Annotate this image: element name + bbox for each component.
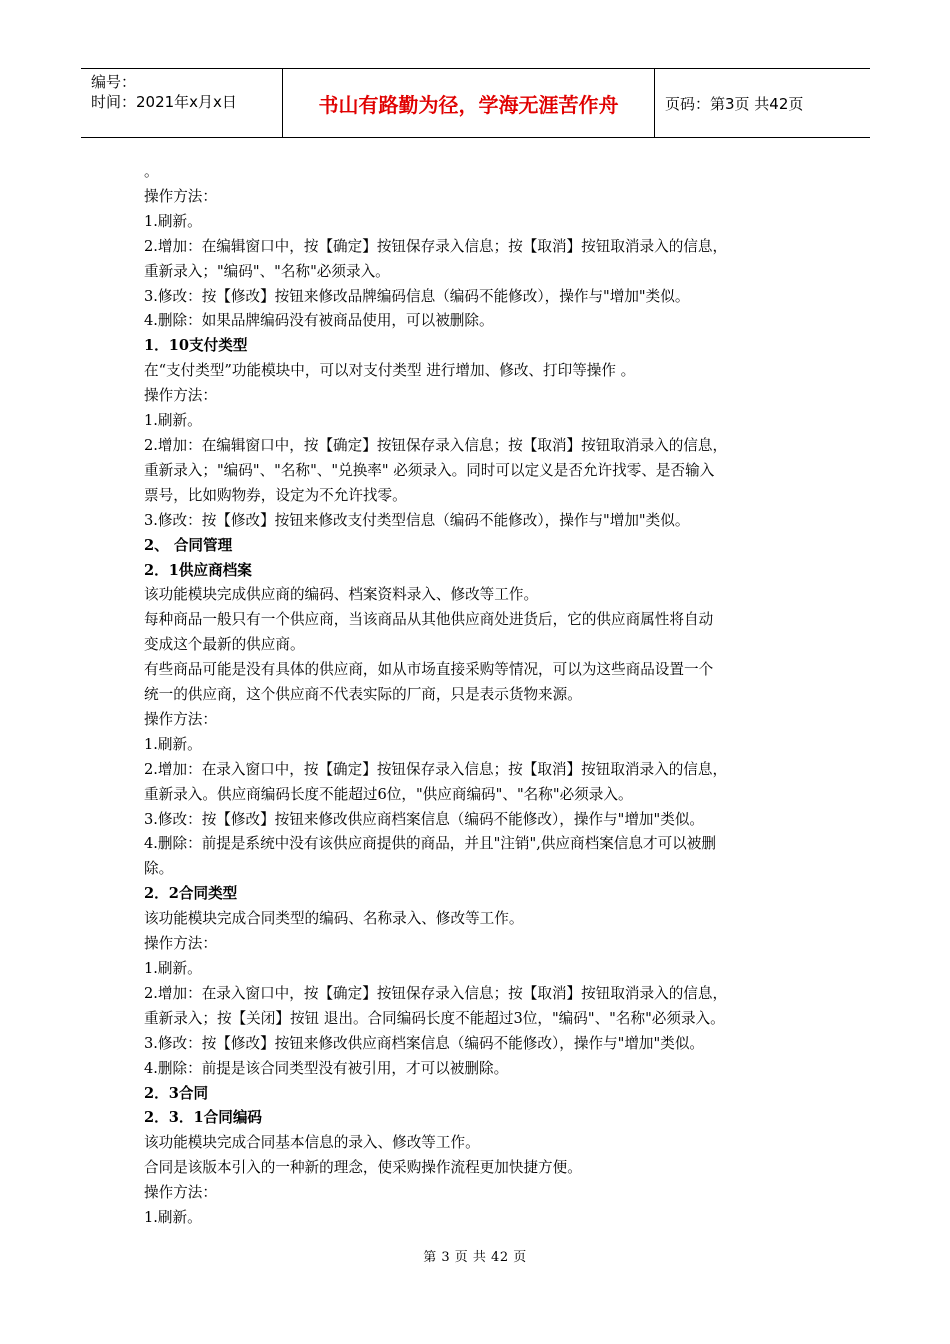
- body-line: 4.删除：前提是系统中没有该供应商提供的商品，并且"注销",供应商档案信息才可以被删: [144, 835, 716, 853]
- body-line: 。: [144, 163, 159, 180]
- page-footer: 第 3 页 共 42 页: [423, 1250, 527, 1265]
- header-page-cell: [655, 69, 870, 137]
- body-line: 3.修改：按【修改】按钮来修改支付类型信息（编码不能修改），操作与"增加"类似。: [144, 511, 690, 529]
- section-heading: 2．2合同类型: [144, 885, 238, 903]
- body-line: 在“支付类型”功能模块中，可以对支付类型 进行增加、修改、打印等操作 。: [144, 362, 636, 380]
- body-line: 有些商品可能是没有具体的供应商，如从市场直接采购等情况，可以为这些商品设置一个: [144, 661, 714, 679]
- body-line: 该功能模块完成合同类型的编码、名称录入、修改等工作。: [144, 910, 524, 928]
- body-line: 1.刷新。: [144, 212, 202, 230]
- body-line: 4.删除：如果品牌编码没有被商品使用，可以被删除。: [144, 312, 494, 330]
- page-header: [81, 68, 870, 138]
- document-body: [144, 160, 824, 1231]
- body-line: 操作方法：: [144, 935, 217, 953]
- body-line: 1.刷新。: [144, 735, 202, 753]
- body-line: 每种商品一般只有一个供应商，当该商品从其他供应商处进货后，它的供应商属性将自动: [144, 611, 714, 629]
- body-line: 除。: [144, 860, 174, 878]
- body-line: 合同是该版本引入的一种新的理念，使采购操作流程更加快捷方便。: [144, 1159, 582, 1177]
- body-line: 票号，比如购物券，设定为不允许找零。: [144, 486, 407, 504]
- section-heading: 1．10支付类型: [144, 337, 248, 355]
- body-line: 3.修改：按【修改】按钮来修改品牌编码信息（编码不能修改），操作与"增加"类似。: [144, 287, 690, 305]
- body-line: 操作方法：: [144, 1184, 217, 1202]
- body-line: 统一的供应商，这个供应商不代表实际的厂商，只是表示货物来源。: [144, 686, 582, 704]
- body-line: 1.刷新。: [144, 412, 202, 430]
- body-line: 重新录入；"编码"、"名称"必须录入。: [144, 262, 390, 280]
- body-line: 2.增加：在录入窗口中，按【确定】按钮保存录入信息；按【取消】按钮取消录入的信息，: [144, 760, 728, 778]
- body-line: 重新录入；按【关闭】按钮 退出。合同编码长度不能超过3位，"编码"、"名称"必须录入。: [144, 1009, 725, 1027]
- header-page-info: 页码：第3页 共42页: [665, 94, 804, 113]
- body-line: 变成这个最新的供应商。: [144, 636, 305, 654]
- header-motto: 书山有路勤为径，学海无涯苦作舟: [318, 92, 619, 117]
- document-date: 时间：2021年x月x日: [91, 93, 237, 111]
- header-motto-cell: [283, 69, 655, 137]
- header-left-cell: [81, 69, 283, 137]
- body-line: 2.增加：在编辑窗口中，按【确定】按钮保存录入信息；按【取消】按钮取消录入的信息，: [144, 436, 728, 454]
- body-line: 重新录入。供应商编码长度不能超过6位，"供应商编码"、"名称"必须录入。: [144, 785, 633, 803]
- section-heading: 2、 合同管理: [144, 536, 233, 554]
- body-line: 3.修改：按【修改】按钮来修改供应商档案信息（编码不能修改），操作与"增加"类似。: [144, 1034, 705, 1052]
- document-number-label: 编号：: [91, 73, 137, 91]
- body-line: 2.增加：在录入窗口中，按【确定】按钮保存录入信息；按【取消】按钮取消录入的信息，: [144, 984, 728, 1002]
- body-line: 该功能模块完成供应商的编码、档案资料录入、修改等工作。: [144, 586, 539, 604]
- body-line: 操作方法：: [144, 710, 217, 728]
- body-line: 重新录入；"编码"、"名称"、"兑换率" 必须录入。同时可以定义是否允许找零、是否输入: [144, 461, 715, 479]
- section-heading: 2．3合同: [144, 1084, 209, 1102]
- body-line: 1.刷新。: [144, 960, 202, 977]
- section-heading: 2．1供应商档案: [144, 561, 252, 579]
- body-line: 4.删除：前提是该合同类型没有被引用，才可以被删除。: [144, 1059, 509, 1077]
- body-line: 操作方法：: [144, 387, 217, 405]
- body-line: 3.修改：按【修改】按钮来修改供应商档案信息（编码不能修改），操作与"增加"类似。: [144, 810, 705, 828]
- body-line: 2.增加：在编辑窗口中，按【确定】按钮保存录入信息；按【取消】按钮取消录入的信息，: [144, 237, 728, 255]
- body-line: 操作方法：: [144, 187, 217, 205]
- section-heading: 2．3．1合同编码: [144, 1109, 263, 1127]
- body-line: 该功能模块完成合同基本信息的录入、修改等工作。: [144, 1134, 480, 1152]
- body-line: 1.刷新。: [144, 1209, 202, 1227]
